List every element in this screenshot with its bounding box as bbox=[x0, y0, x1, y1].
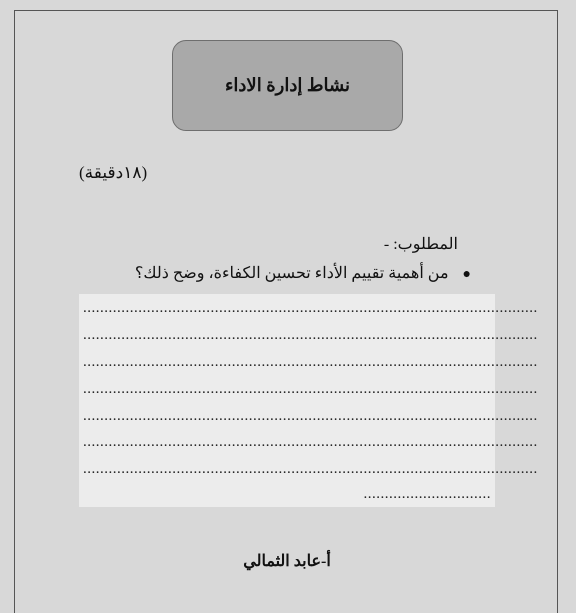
answer-line: ........................................................................................................... bbox=[83, 461, 538, 477]
required-label: المطلوب: bbox=[393, 236, 458, 253]
author-name: أ-عابد الثمالي bbox=[243, 553, 331, 570]
answer-line: .............................. bbox=[363, 486, 491, 502]
title-box bbox=[172, 40, 403, 131]
answer-line: ........................................................................................................... bbox=[83, 300, 538, 316]
bullet-icon: ● bbox=[462, 267, 471, 282]
duration-label: (١٨دقيقة) bbox=[79, 163, 148, 182]
answer-line: ........................................................................................................... bbox=[83, 327, 538, 343]
question-text: من أهمية تقييم الأداء تحسين الكفاءة، وضح ذلك؟ bbox=[134, 265, 449, 282]
question-item bbox=[135, 263, 471, 283]
answer-line: ........................................................................................................... bbox=[83, 408, 538, 424]
worksheet-page bbox=[14, 10, 558, 613]
answer-line: ........................................................................................................... bbox=[83, 354, 538, 370]
required-heading bbox=[370, 234, 458, 254]
answer-line: ........................................................................................................... bbox=[83, 381, 538, 397]
answer-area[interactable] bbox=[79, 294, 538, 507]
answer-line: ........................................................................................................... bbox=[83, 434, 538, 450]
dash-marker: - bbox=[383, 236, 390, 253]
page-title: نشاط إدارة الاداء bbox=[224, 75, 351, 95]
